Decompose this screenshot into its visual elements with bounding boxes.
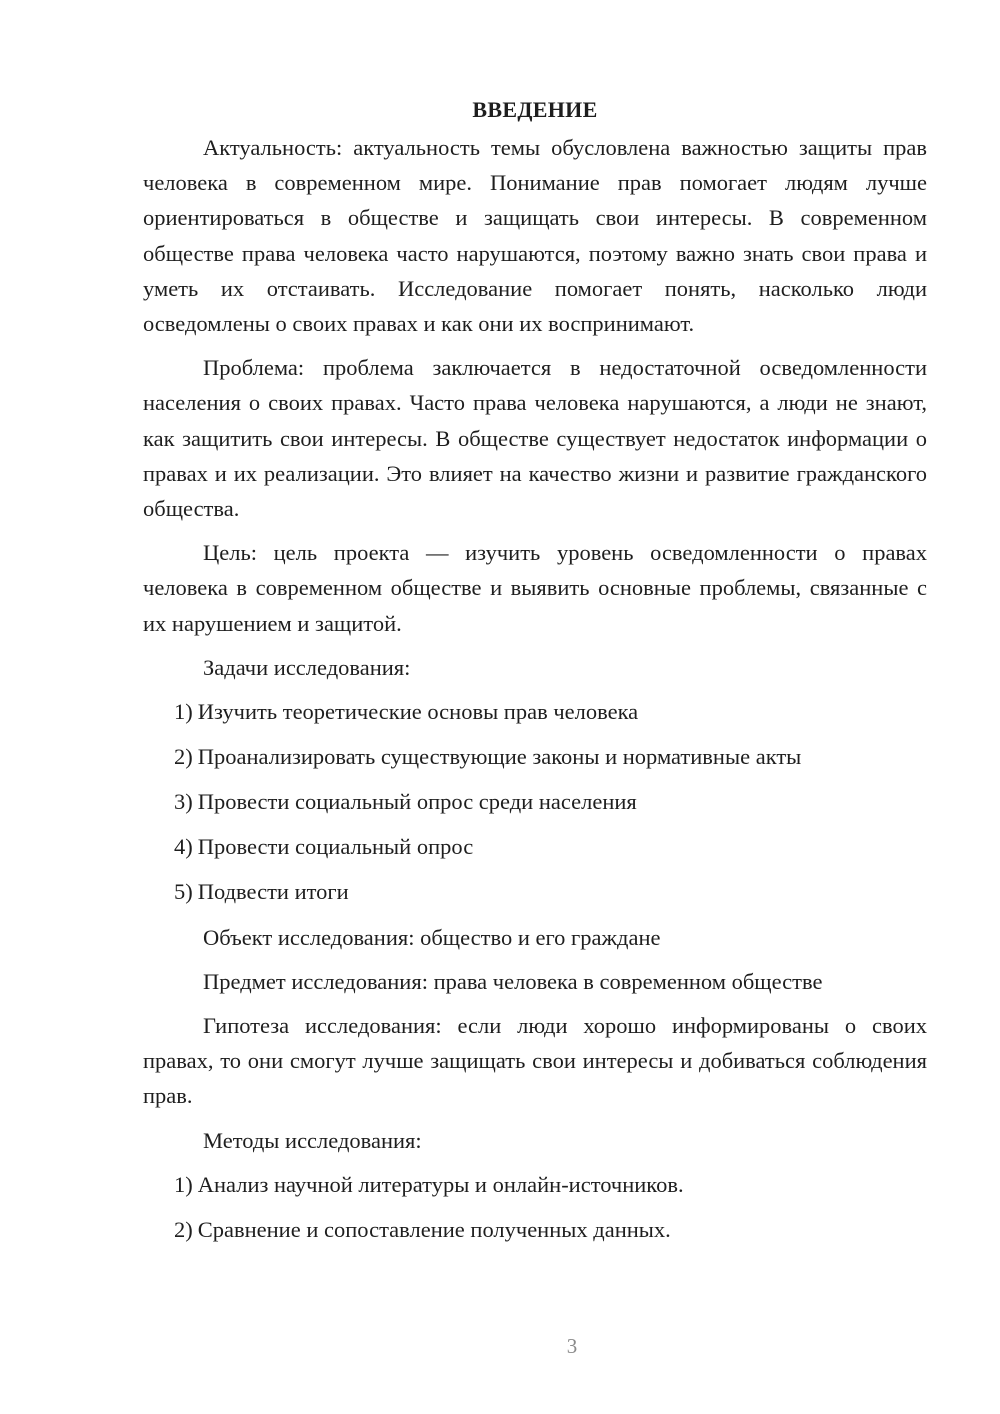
relevance-paragraph: Актуальность: актуальность темы обусловлена важностью защиты прав человека в современном мире. Понимание прав помогает людям лучше ориентироваться в обществе и защищать свои интересы. В современном обществе права человека часто нарушаются, поэтому важно знать свои права и уметь их отстаивать. Исследование помогает понять, насколько люди осведомлены о своих правах и как они их воспринимают.	[143, 135, 927, 337]
list-item: 5) Подвести итоги	[174, 879, 349, 905]
list-item: 4) Провести социальный опрос	[174, 834, 474, 860]
problem-paragraph: Проблема: проблема заключается в недостаточной осведомленности населения о своих правах. Часто права человека нарушаются, а люди не знают, как защитить свои интересы. В обществе существует недостаток информации о правах и их реализации. Это влияет на качество жизни и развитие гражданского общества.	[143, 355, 927, 522]
list-item: 1) Изучить теоретические основы прав человека	[174, 699, 639, 725]
goal-paragraph: Цель: цель проекта — изучить уровень осведомленности о правах человека в современном обществе и выявить основные проблемы, связанные с их нарушением и защитой.	[143, 540, 927, 636]
page-title: ВВЕДЕНИЕ	[472, 97, 598, 122]
object-line: Объект исследования: общество и его граждане	[203, 924, 661, 950]
tasks-list	[143, 694, 927, 910]
subject-line: Предмет исследования: права человека в современном обществе	[203, 968, 823, 994]
tasks-heading: Задачи исследования:	[203, 654, 411, 680]
list-item: 1) Анализ научной литературы и онлайн-источников.	[174, 1171, 684, 1197]
hypothesis-paragraph: Гипотеза исследования: если люди хорошо информированы о своих правах, то они смогут лучше защищать свои интересы и добиваться соблюдения прав.	[143, 1012, 927, 1109]
methods-heading: Методы исследования:	[203, 1127, 422, 1153]
page-content	[143, 92, 927, 1257]
list-item: 2) Проанализировать существующие законы и нормативные акты	[174, 744, 802, 770]
list-item: 3) Провести социальный опрос среди населения	[174, 789, 637, 815]
list-item: 2) Сравнение и сопоставление полученных данных.	[174, 1216, 671, 1242]
methods-list	[143, 1167, 927, 1247]
page-number: 3	[566, 1334, 578, 1358]
